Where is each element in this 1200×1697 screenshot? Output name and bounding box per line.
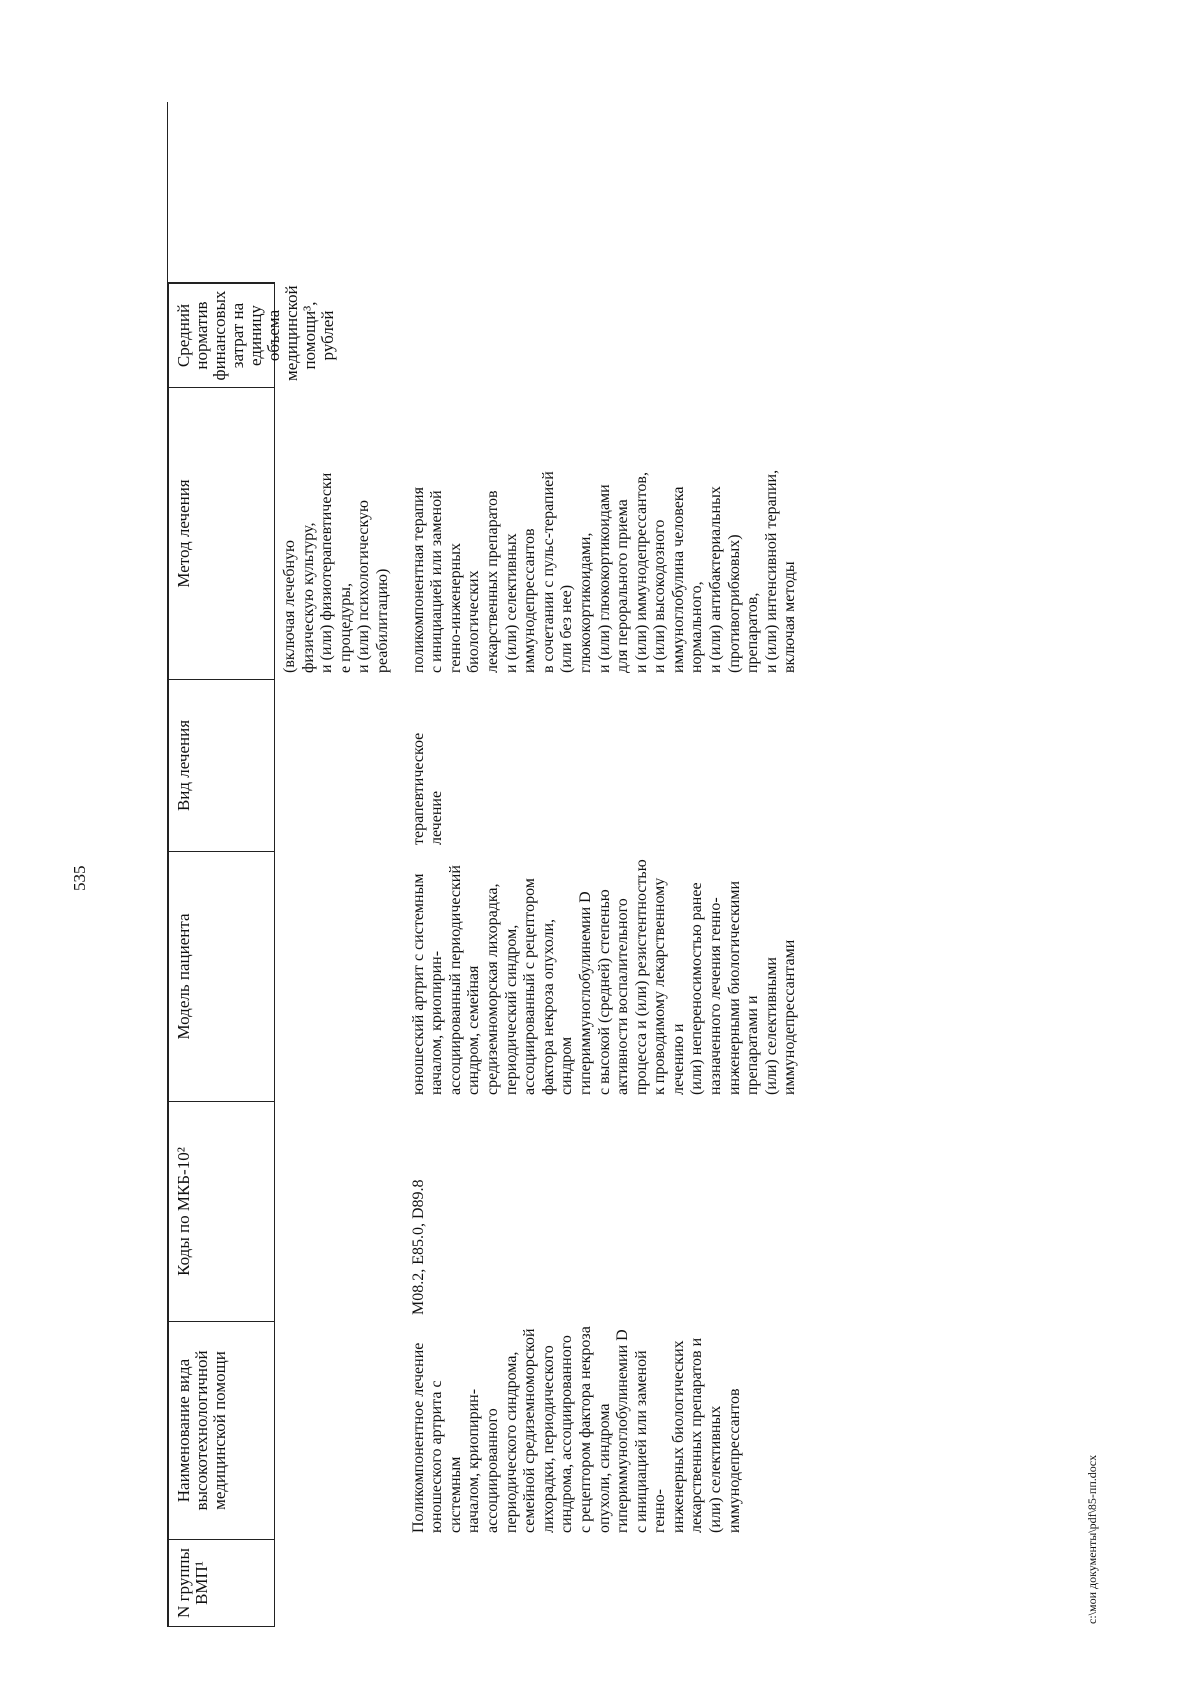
treatment-type-cell: терапевтическое лечение xyxy=(409,732,446,845)
page-number: 535 xyxy=(70,865,89,891)
cost-norm-cell xyxy=(406,282,800,387)
table-row xyxy=(406,102,800,1627)
footer-file-path: c:\мои документы\pdf\85-пп.docx xyxy=(1085,1454,1099,1624)
header-patient-model: Модель пациента xyxy=(168,851,275,1101)
header-group-number: N группы ВМП¹ xyxy=(168,1539,275,1627)
header-treatment-method: Метод лечения xyxy=(168,387,275,679)
care-name-cell: Поликомпонентное лечение юношеского артрита с системным началом, криопирин- ассоциированного периодического синдрома, семейной средиземноморской лихорадки, периодического синдрома, ассоциированного с рецептором фактора некроза опухоли, синдрома гипериммуноглобулинемии D с инициацией или заменой генно- инженерных биологических лекарственных препаратов и (или) селективных иммунодепрессантов xyxy=(409,1326,743,1533)
treatment-method-cell: поликомпонентная терапия с инициацией или заменой генно-инженерных биологических лекарственных препаратов и (или) селективных иммунодепрессантов в сочетании с пульс-терапией (или без нее) глюкокортикоидами, и (или) глюкокортикоидами для перорального приема и (или) иммунодепрессантов, и (или) высокодозного иммуноглобулина человека нормального, и (или) антибактериальных (противогрибковых) препаратов, и (или) интенсивной терапии, включая методы xyxy=(409,469,799,673)
continuation-method-cell: (включая лечебную физическую культуру, и (или) физиотерапевтически е процедуры, и (или) психологическую реабилитацию) xyxy=(281,472,391,673)
header-care-name: Наименование вида высокотехнологичной медицинской помощи xyxy=(168,1321,275,1539)
table-row-continuation xyxy=(275,102,393,1627)
header-cost-norm: Средний норматив финансовых затрат на единицу объема медицинской помощи³, рублей xyxy=(168,282,275,387)
header-treatment-type: Вид лечения xyxy=(168,679,275,851)
vmp-table xyxy=(167,102,800,1627)
group-number-cell xyxy=(406,1539,800,1627)
header-icd-codes: Коды по МКБ-10² xyxy=(168,1101,275,1321)
icd-codes-cell: M08.2, E85.0, D89.8 xyxy=(409,1179,427,1315)
patient-model-cell: юношеский артрит с системным началом, криопирин- ассоциированный периодический синдром, семейная средиземноморская лихорадка, периодический синдром, ассоциированный с рецептором фактора некроза опухоли, синдром гипериммуноглобулинемии D с высокой (средней) степенью активности воспалительного процесса и (или) резистентностью к проводимому лекарственному лечению и (или) непереносимостью ранее назначенного лечения генно- инженерными биологическими препаратами и (или) селективными иммунодепрессантами xyxy=(409,859,799,1095)
